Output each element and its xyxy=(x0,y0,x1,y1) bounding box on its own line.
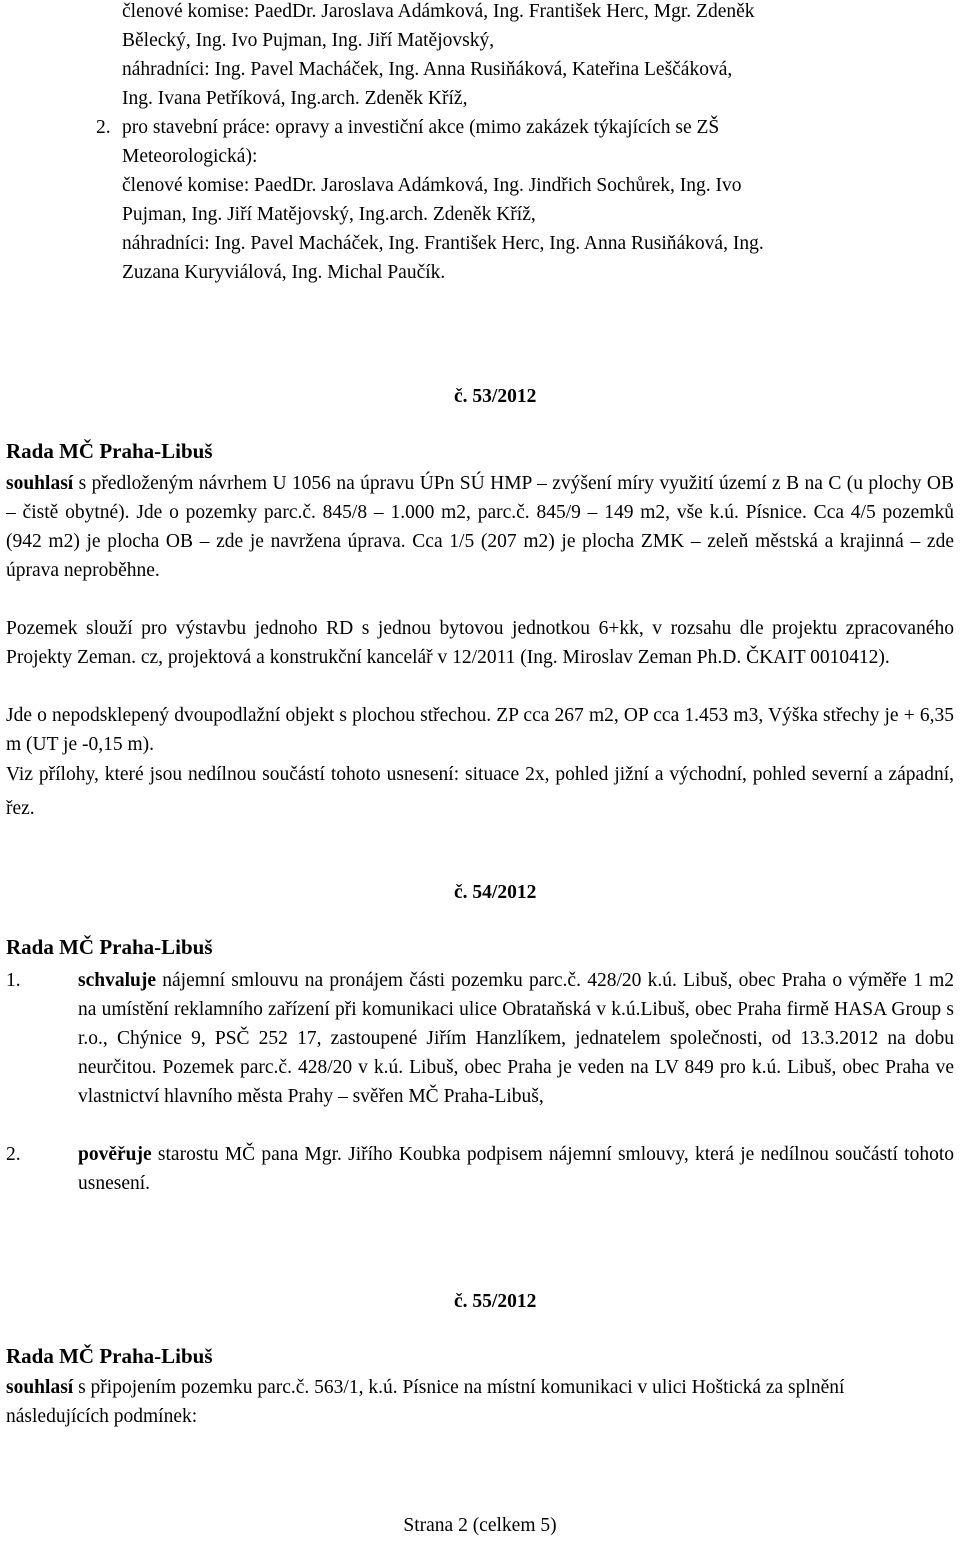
resolution-heading: Rada MČ Praha-Libuš xyxy=(6,439,213,463)
resolution-paragraph: Jde o nepodsklepený dvoupodlažní objekt s plochou střechou. ZP cca 267 m2, OP cca 1.453 m3, Výška střechy je + 6,35 m (UT je -0,15 m). xyxy=(6,705,954,755)
paragraph-text: starostu MČ pana Mgr. Jiřího Koubka podpisem nájemní smlouvy, která je nedílnou součástí tohoto usnesení. xyxy=(78,1144,954,1194)
text-line: náhradníci: Ing. Pavel Macháček, Ing. František Herc, Ing. Anna Rusiňáková, Ing. xyxy=(122,233,764,254)
text-line: náhradníci: Ing. Pavel Macháček, Ing. Anna Rusiňáková, Kateřina Leščáková, xyxy=(122,59,733,80)
resolution-number: č. 53/2012 xyxy=(454,386,537,407)
resolution-verb: pověřuje xyxy=(78,1144,152,1165)
resolution-paragraph xyxy=(78,1140,954,1198)
text-line: Pujman, Ing. Jiří Matějovský, Ing.arch. Zdeněk Kříž, xyxy=(122,204,536,225)
construction-commission xyxy=(122,113,958,287)
resolution-verb: souhlasí xyxy=(6,1377,74,1398)
text-line: Bělecký, Ing. Ivo Pujman, Ing. Jiří Matějovský, xyxy=(122,30,495,51)
text-line: členové komise: PaedDr. Jaroslava Adámková, Ing. František Herc, Mgr. Zdeněk xyxy=(122,1,755,22)
resolution-heading: Rada MČ Praha-Libuš xyxy=(6,935,213,959)
resolution-verb: schvaluje xyxy=(78,970,156,991)
resolution-paragraph: Viz přílohy, které jsou nedílnou součástí tohoto usnesení: situace 2x, pohled jižní a východní, pohled severní a západní, řez. xyxy=(6,764,954,819)
resolution-paragraph xyxy=(6,469,954,585)
resolution-paragraph xyxy=(6,1373,896,1431)
page-footer: Strana 2 (celkem 5) xyxy=(403,1515,557,1536)
paragraph-text: s předloženým návrhem U 1056 na úpravu ÚPn SÚ HMP – zvýšení míry využití území z B na C (u plochy OB – čistě obytné). Jde o pozemky parc.č. 845/8 – 1.000 m2, parc.č. 845/9 – 149 m2, vše k.ú. Písnice. Cca 4/5 pozemků (942 m2) je plocha OB – zde je navržena úprava. Cca 1/5 (207 m2) je plocha ZMK – zeleň městská a krajinná – zde úprava neproběhne. xyxy=(6,473,954,581)
resolution-verb: souhlasí xyxy=(6,473,74,494)
resolution-paragraph: Pozemek slouží pro výstavbu jednoho RD s jednou bytovou jednotkou 6+kk, v rozsahu dle projektu zpracovaného Projekty Zeman. cz, projektová a konstrukční kancelář v 12/2011 (Ing. Miroslav Zeman Ph.D. ČKAIT 0010412). xyxy=(6,618,954,668)
resolution-heading: Rada MČ Praha-Libuš xyxy=(6,1344,213,1368)
list-number: 1. xyxy=(6,970,21,991)
list-number: 2. xyxy=(96,117,111,138)
resolution-number: č. 54/2012 xyxy=(454,882,537,903)
commission-members-cont xyxy=(122,0,958,113)
text-line: členové komise: PaedDr. Jaroslava Adámková, Ing. Jindřich Sochůrek, Ing. Ivo xyxy=(122,175,742,196)
text-line: Zuzana Kuryviálová, Ing. Michal Paučík. xyxy=(122,262,446,283)
text-line: Meteorologická): xyxy=(122,146,258,167)
paragraph-text: s připojením pozemku parc.č. 563/1, k.ú. Písnice na místní komunikaci v ulici Hoštická za splnění následujících podmínek: xyxy=(6,1377,845,1427)
text-line: Ing. Ivana Petříková, Ing.arch. Zdeněk Kříž, xyxy=(122,88,468,109)
list-number: 2. xyxy=(6,1144,21,1165)
paragraph-text: nájemní smlouvu na pronájem části pozemku parc.č. 428/20 k.ú. Libuš, obec Praha o výměře 1 m2 na umístění reklamního zařízení při komunikaci ulice Obrataňská v k.ú.Libuš, obec Praha firmě HASA Group s r.o., Chýnice 9, PSČ 252 17, zastoupené Jiřím Hanzlíkem, jednatelem společnosti, od 13.3.2012 na dobu neurčitou. Pozemek parc.č. 428/20 v k.ú. Libuš, obec Praha je veden na LV 849 pro k.ú. Libuš, obec Praha ve vlastnictví hlavního města Prahy – svěřen MČ Praha-Libuš, xyxy=(78,970,954,1107)
text-line: pro stavební práce: opravy a investiční akce (mimo zakázek týkajících se ZŠ xyxy=(122,117,720,138)
resolution-number: č. 55/2012 xyxy=(454,1291,537,1312)
resolution-paragraph xyxy=(78,966,954,1111)
